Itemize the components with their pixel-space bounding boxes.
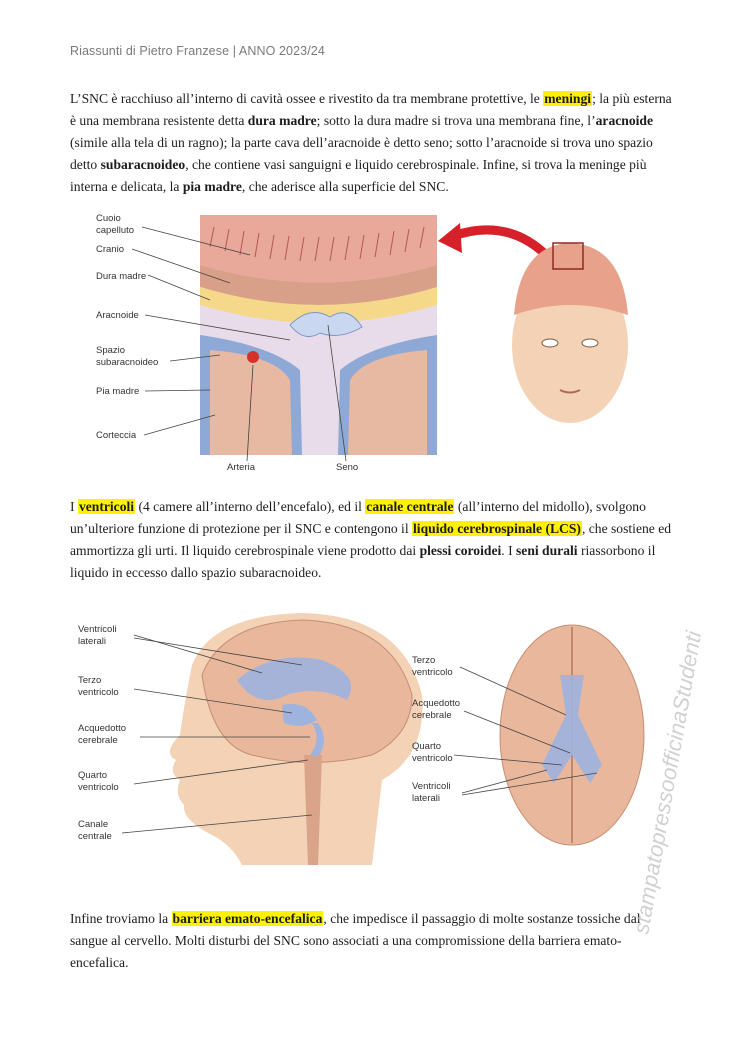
- label-arteria: Arteria: [227, 462, 255, 473]
- paragraph-barrier: [70, 908, 676, 974]
- label-ventricolo-3: ventricolo: [412, 667, 453, 678]
- highlight-lcs: liquido cerebrospinale (LCS): [413, 521, 581, 536]
- text-run: ; la più esterna è una membrana resistente detta: [70, 91, 672, 128]
- label-spazio: Spazio: [96, 345, 126, 356]
- label-centrale: centrale: [78, 831, 112, 842]
- label-subaracnoideo: subaracnoideo: [96, 357, 159, 368]
- highlight-ventricoli: ventricoli: [78, 499, 135, 514]
- label-cerebrale-2: cerebrale: [412, 710, 452, 721]
- label-ventricoli-1: Ventricoli: [78, 624, 117, 635]
- bold-seni-durali: seni durali: [516, 543, 578, 558]
- left-eye: [542, 339, 558, 347]
- label-corteccia: Corteccia: [96, 430, 137, 441]
- highlight-barriera: barriera emato-encefalica: [172, 911, 323, 926]
- right-eye: [582, 339, 598, 347]
- label-capelluto: capelluto: [96, 225, 135, 236]
- paragraph-meninges: [70, 88, 676, 198]
- label-terzo-1: Terzo: [78, 675, 102, 686]
- highlight-meningi: meningi: [544, 91, 592, 106]
- bold-subaracnoideo: subaracnoideo: [100, 157, 186, 172]
- text-run: ; sotto la dura madre si trova una membrana fine, l’: [316, 113, 596, 128]
- text-run: , che contiene vasi sanguigni e liquido cerebrospinale. Infine, si trova la meninge più interna e delicata, la: [70, 157, 647, 194]
- text-run: , che aderisce alla superficie del SNC.: [241, 179, 449, 194]
- text-run: , che impedisce il passaggio di molte sostanze tossiche dal sangue al cervello. Molti disturbi del SNC sono associati a una compromissione della barriera emato-encefalica.: [70, 911, 641, 970]
- ventricles-figure: [72, 605, 672, 870]
- text-run: riassorbono il liquido in eccesso dallo spazio subaracnoideo.: [70, 543, 656, 580]
- label-laterali-1: laterali: [78, 636, 106, 647]
- scalp-layer: [200, 215, 437, 283]
- bold-pia-madre: pia madre: [182, 179, 242, 194]
- text-run: (simile alla tela di un ragno); la parte cava dell’aracnoide è detto seno; sotto l’aracnoide si trova uno spazio detto: [70, 135, 653, 172]
- label-seno: Seno: [336, 462, 359, 473]
- label-ventricolo-4: ventricolo: [412, 753, 453, 764]
- label-quarto-2: Quarto: [412, 741, 442, 752]
- red-arrowhead: [438, 223, 462, 253]
- text-run: . I: [501, 543, 516, 558]
- text-run: I: [70, 499, 78, 514]
- label-cerebrale-1: cerebrale: [78, 735, 118, 746]
- text-run: (4 camere all’interno dell’encefalo), ed il: [135, 499, 366, 514]
- paragraph-ventricles: [70, 496, 676, 584]
- label-canale: Canale: [78, 819, 109, 830]
- text-run: (all’interno del midollo), svolgono un’ulteriore funzione di protezione per il SNC e contengono il: [70, 499, 646, 536]
- bold-aracnoide: aracnoide: [595, 113, 653, 128]
- text-run: Infine troviamo la: [70, 911, 172, 926]
- text-run: , che sostiene ed ammortizza gli urti. Il liquido cerebrospinale viene prodotto dai: [70, 521, 672, 558]
- label-aracnoide: Aracnoide: [96, 310, 139, 321]
- lateral-view-labels: [78, 624, 126, 842]
- meninges-figure: [90, 205, 650, 480]
- label-pia-madre: Pia madre: [96, 386, 140, 397]
- watermark-text: stampatopressoofficinaStudenti: [628, 629, 707, 936]
- label-quarto-1: Quarto: [78, 770, 108, 781]
- label-acquedotto-2: Acquedotto: [412, 698, 461, 709]
- label-ventricoli-2: Ventricoli: [412, 781, 451, 792]
- label-laterali-2: laterali: [412, 793, 440, 804]
- label-dura-madre: Dura madre: [96, 271, 147, 282]
- bold-plessi-coroidei: plessi coroidei: [419, 543, 502, 558]
- label-ventricolo-2: ventricolo: [78, 782, 119, 793]
- page-header: Riassunti di Pietro Franzese | ANNO 2023/24: [70, 44, 325, 58]
- bold-dura-madre: dura madre: [247, 113, 317, 128]
- label-ventricolo-1: ventricolo: [78, 687, 119, 698]
- watermark: [588, 560, 707, 940]
- label-terzo-2: Terzo: [412, 655, 436, 666]
- label-cuoio: Cuoio: [96, 213, 121, 224]
- highlight-canale-centrale: canale centrale: [366, 499, 454, 514]
- artery: [247, 351, 259, 363]
- text-run: L’SNC è racchiuso all’interno di cavità ossee e rivestito da tra membrane protettive, le: [70, 91, 544, 106]
- brain-top: [514, 243, 628, 315]
- label-cranio: Cranio: [96, 244, 124, 255]
- label-acquedotto-1: Acquedotto: [78, 723, 127, 734]
